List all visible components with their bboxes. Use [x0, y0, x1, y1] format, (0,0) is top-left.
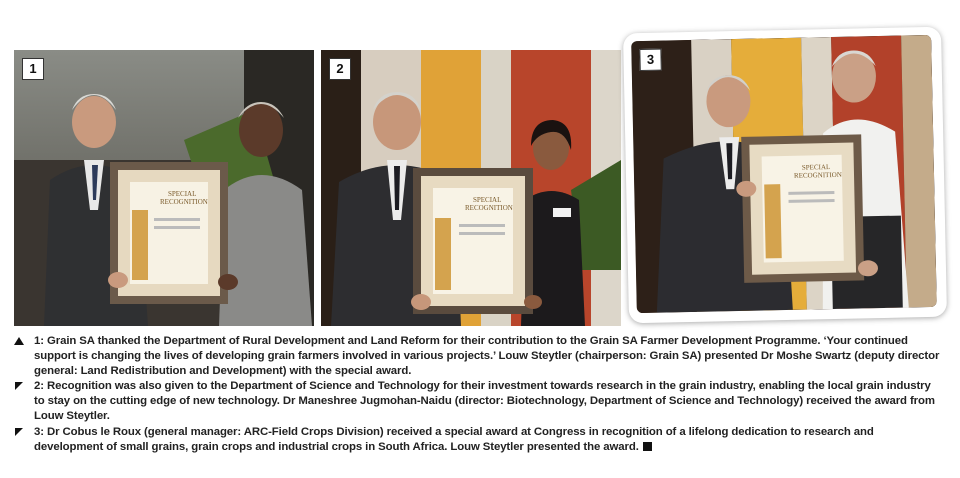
certificate-heading-2: RECOGNITION — [793, 170, 842, 180]
up-left-arrow-icon — [14, 427, 24, 437]
certificate-heading-1: SPECIAL — [801, 163, 831, 172]
photo-2 — [321, 50, 621, 326]
photo-1 — [14, 50, 314, 326]
caption-2 — [14, 379, 944, 424]
certificate-heading-1: SPECIAL — [473, 196, 502, 204]
photo-2-scene — [321, 50, 621, 326]
photo-1-scene — [14, 50, 314, 326]
photo-number-badge: 3 — [639, 49, 661, 71]
caption-1 — [14, 334, 944, 379]
caption-text: 1: Grain SA thanked the Department of Rural Development and Land Reform for their contribution to the Grain SA Farmer Development Programme. ‘Your continued support is changing the lives of developing grain farmers involved in various projects.’ Louw Steytler (chairperson: Grain SA) presented Dr Moshe Swartz (deputy director general: Land Redistribution and Development) with the special award. — [34, 335, 940, 378]
photo-3-scene — [631, 35, 937, 313]
certificate-heading-1: SPECIAL — [168, 190, 197, 198]
captions — [14, 334, 944, 455]
end-mark-icon — [643, 442, 652, 451]
certificate-heading-2: RECOGNITION — [465, 204, 513, 212]
up-left-arrow-icon — [14, 381, 24, 391]
caption-3 — [14, 425, 944, 455]
caption-text: 3: Dr Cobus le Roux (general manager: ARC-Field Crops Division) received a special award at Congress in recognition of a lifelong dedication to research and development of small grains, grain crops and industrial crops in South Africa. Louw Steytler presented the award. — [34, 425, 874, 453]
photo-number-badge: 2 — [329, 58, 351, 80]
caption-text: 2: Recognition was also given to the Department of Science and Technology for their investment towards research in the grain industry, enabling the local grain industry to stay on the cutting edge of new technology. Dr Maneshree Jugmohan-Naidu (director: Biotechnology, Department of Science and Technology) received the award from Louw Steytler. — [34, 380, 935, 423]
up-arrow-icon — [14, 336, 24, 346]
certificate-heading-2: RECOGNITION — [160, 198, 208, 206]
photo-3 — [631, 35, 937, 313]
photo-3-frame — [623, 27, 947, 324]
photo-number-badge: 1 — [22, 58, 44, 80]
